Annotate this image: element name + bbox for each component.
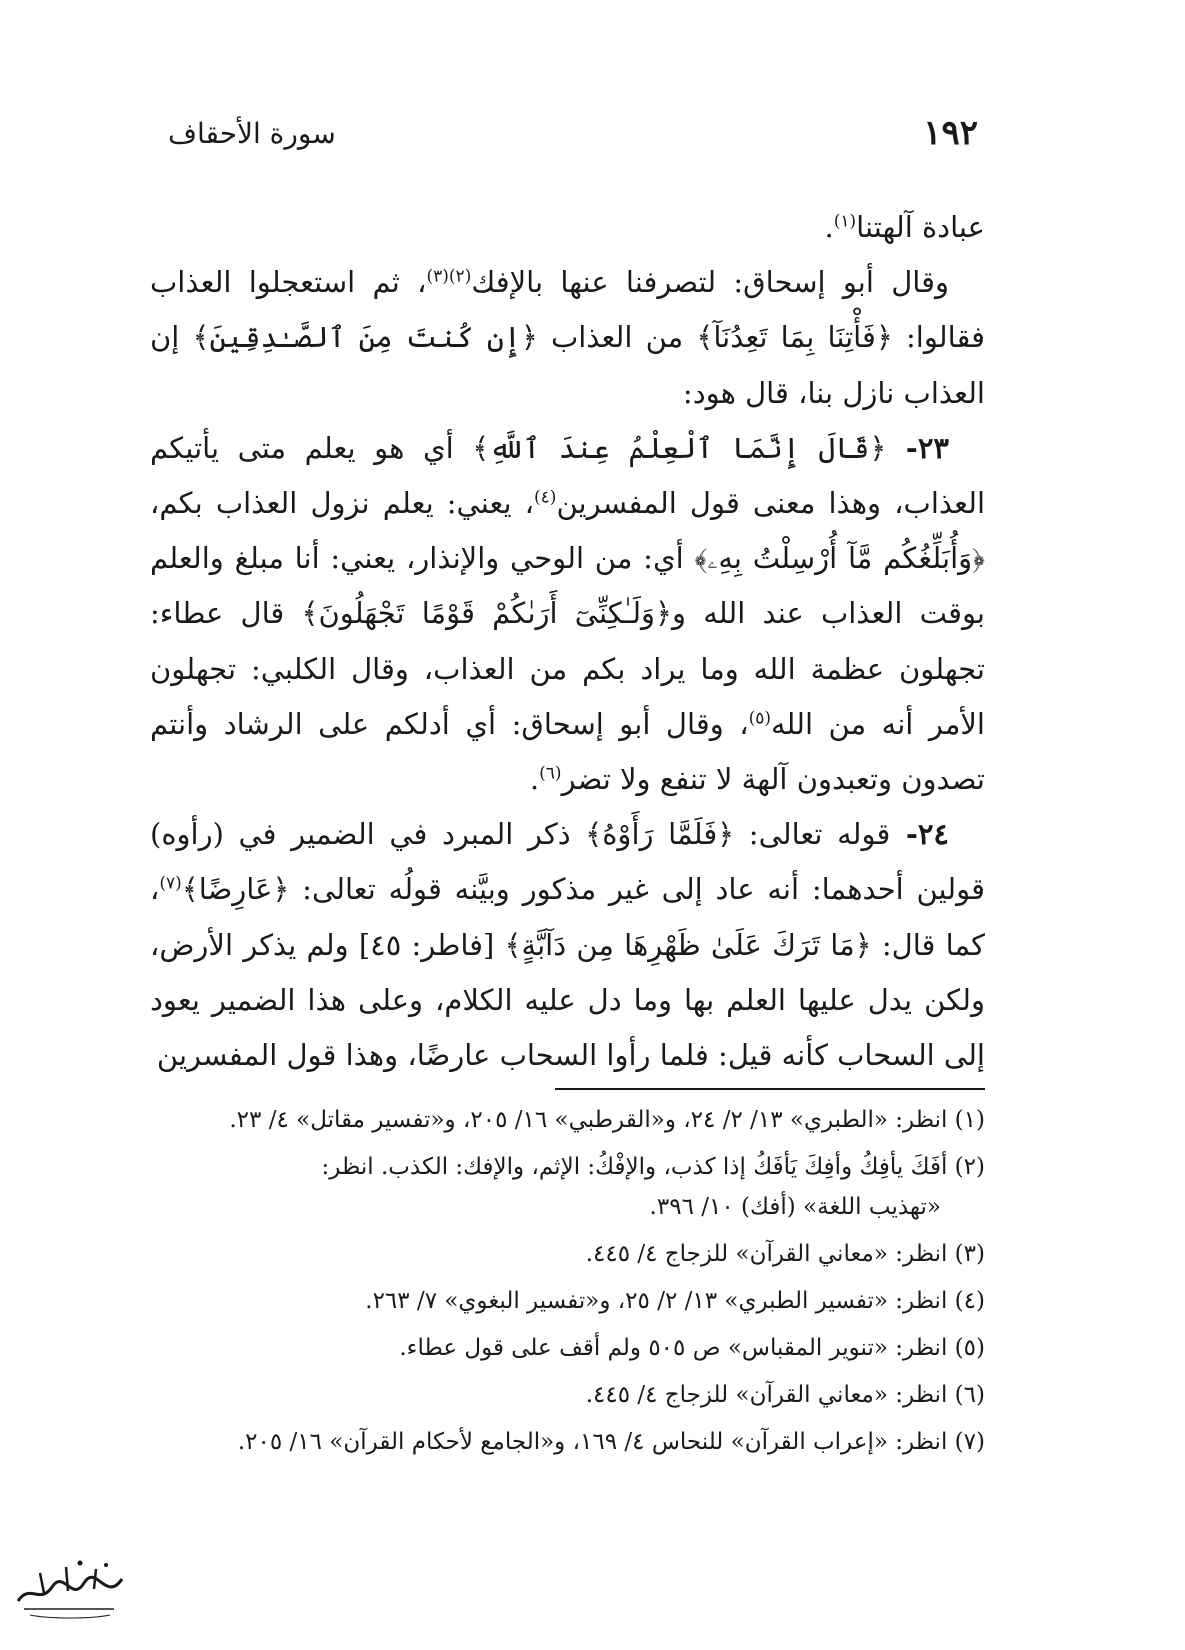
footnote-item: [150, 1328, 985, 1368]
quran-verse: ﴿قَالَ إِنَّمَا ٱلْعِلْمُ عِندَ ٱللَّهِ﴾: [472, 430, 887, 465]
text-run: ، ثم استعجلوا العذاب فقالوا:: [150, 265, 986, 355]
footnote-ref: (٧): [159, 873, 182, 894]
text-run: إن العذاب نازل بنا، قال هود:: [150, 320, 985, 410]
quran-verse: ﴿فَأْتِنَا بِمَا تَعِدُنَآ﴾: [696, 320, 893, 355]
footnote-text: انظر: «الطبري» ١٣/ ٢/ ٢٤، و«القرطبي» ١٦/ ٢٠٥، و«تفسير مقاتل» ٤/ ٢٣.: [229, 1107, 948, 1133]
footnote-item: [150, 1375, 985, 1415]
quran-verse: ﴿مَا تَرَكَ عَلَىٰ ظَهْرِهَا مِن دَآبَّةٍ﴾: [504, 927, 872, 962]
text-run: ، يعني: يعلم نزول العذاب بكم،: [150, 486, 535, 521]
footnote-item: [150, 1234, 985, 1274]
text-run: قوله تعالى:: [734, 817, 891, 852]
footnote-continuation: «تهذيب اللغة» (أفك) ١٠/ ٣٩٦.: [649, 1194, 941, 1220]
paragraph-3: [150, 421, 985, 807]
quran-verse: ﴿عَارِضًا﴾: [181, 872, 290, 907]
page-number: ١٩٢: [923, 113, 978, 153]
text-run: قال عطاء: تجهلون عظمة الله وما يراد بكم من العذاب، وقال الكلبي: تجهلون الأمر أنه من الله: [150, 596, 985, 741]
footnote-number: (٢): [954, 1154, 985, 1180]
paragraph-1: [150, 200, 985, 255]
verse-number: ٢٣-: [886, 430, 949, 465]
paragraph-4: [150, 807, 985, 1083]
footnote-text: انظر: «تنوير المقباس» ص ٥٠٥ ولم أقف على قول عطاء.: [399, 1335, 948, 1361]
text-run: أي هو يعلم متى يأتيكم العذاب، وهذا معنى قول المفسرين: [150, 430, 986, 521]
verse-number: ٢٤-: [890, 817, 950, 852]
text-run: ، كما قال:: [150, 872, 985, 962]
quran-verse: ﴿فَلَمَّا رَأَوْهُ﴾: [585, 817, 735, 852]
footnote-text: أفَكَ يأفِكُ وأفِكَ يَأفَكُ إذا كذب، والإفْكُ: الإثم، والإفك: الكذب. انظر:: [321, 1154, 948, 1180]
footnote-item: [150, 1100, 985, 1140]
footnote-number: (٣): [954, 1241, 985, 1267]
paragraph-2: [150, 255, 985, 421]
text-run: .: [824, 210, 834, 244]
footnote-ref: (٢)(٣): [426, 266, 472, 287]
footnote-number: (٦): [954, 1382, 985, 1408]
page-header: [168, 108, 978, 158]
footnote-item: [150, 1147, 985, 1227]
text-run: .: [529, 762, 540, 797]
text-run: وقال أبو إسحاق: لتصرفنا عنها بالإفك: [471, 265, 949, 300]
quran-verse: ﴿وَلَـٰكِنِّىٓ أَرَىٰكُمْ قَوْمًا تَجْهَلُونَ﴾: [301, 596, 673, 631]
footnote-number: (١): [954, 1107, 985, 1133]
publisher-logo: [10, 1553, 130, 1623]
quran-verse: ﴿وَأُبَلِّغُكُم مَّآ أُرْسِلْتُ بِهِۦ﴾: [694, 541, 985, 576]
quran-verse: ﴿إِن كُنتَ مِنَ ٱلصَّـٰدِقِينَ﴾: [192, 320, 538, 355]
footnote-ref: (٤): [534, 487, 557, 508]
footnote-ref: (١): [833, 211, 857, 232]
text-run: ، وقال أبو إسحاق: أي أدلكم على الرشاد وأنتم تصدون وتعبدون آلهة لا تنفع ولا تضر: [150, 706, 985, 797]
surah-name: سورة الأحقاف: [168, 116, 336, 150]
footnote-ref: (٥): [748, 708, 771, 729]
footnote-text: انظر: «معاني القرآن» للزجاج ٤/ ٤٤٥.: [585, 1241, 948, 1267]
footnote-text: انظر: «إعراب القرآن» للنحاس ٤/ ١٦٩، و«الجامع لأحكام القرآن» ١٦/ ٢٠٥.: [237, 1429, 948, 1455]
footnote-text: انظر: «معاني القرآن» للزجاج ٤/ ٤٤٥.: [585, 1382, 948, 1408]
footnote-ref: (٦): [539, 763, 562, 784]
text-run: ذكر المبرد في الضمير في (رأوه) قولين أحدهما: أنه عاد إلى غير مذكور وبيَّنه قولُه تعالى:: [150, 817, 985, 907]
text-run: عبادة آلهتنا: [856, 210, 985, 244]
footnote-item: [150, 1422, 985, 1462]
footnote-number: (٥): [954, 1335, 985, 1361]
footnote-divider: [555, 1088, 985, 1090]
footnote-number: (٧): [954, 1429, 985, 1455]
text-run: من العذاب: [537, 320, 697, 355]
text-run: [فاطر: ٤٥] ولم يذكر الأرض، ولكن يدل عليها العلم بها وما دل عليه الكلام، وعلى هذا الضمير يعود إلى السحاب كأنه قيل: فلما رأوا السحاب عارضًا، وهذا قول المفسرين: [150, 927, 985, 1073]
footnote-item: [150, 1281, 985, 1321]
footnote-number: (٤): [954, 1288, 985, 1314]
text-run: أي: من الوحي والإنذار، يعني: أنا مبلغ والعلم بوقت العذاب عند الله و: [150, 541, 985, 631]
footnotes: [150, 1100, 985, 1469]
main-text: [150, 200, 985, 1083]
footnote-text: انظر: «تفسير الطبري» ١٣/ ٢/ ٢٥، و«تفسير البغوي» ٧/ ٢٦٣.: [365, 1288, 948, 1314]
